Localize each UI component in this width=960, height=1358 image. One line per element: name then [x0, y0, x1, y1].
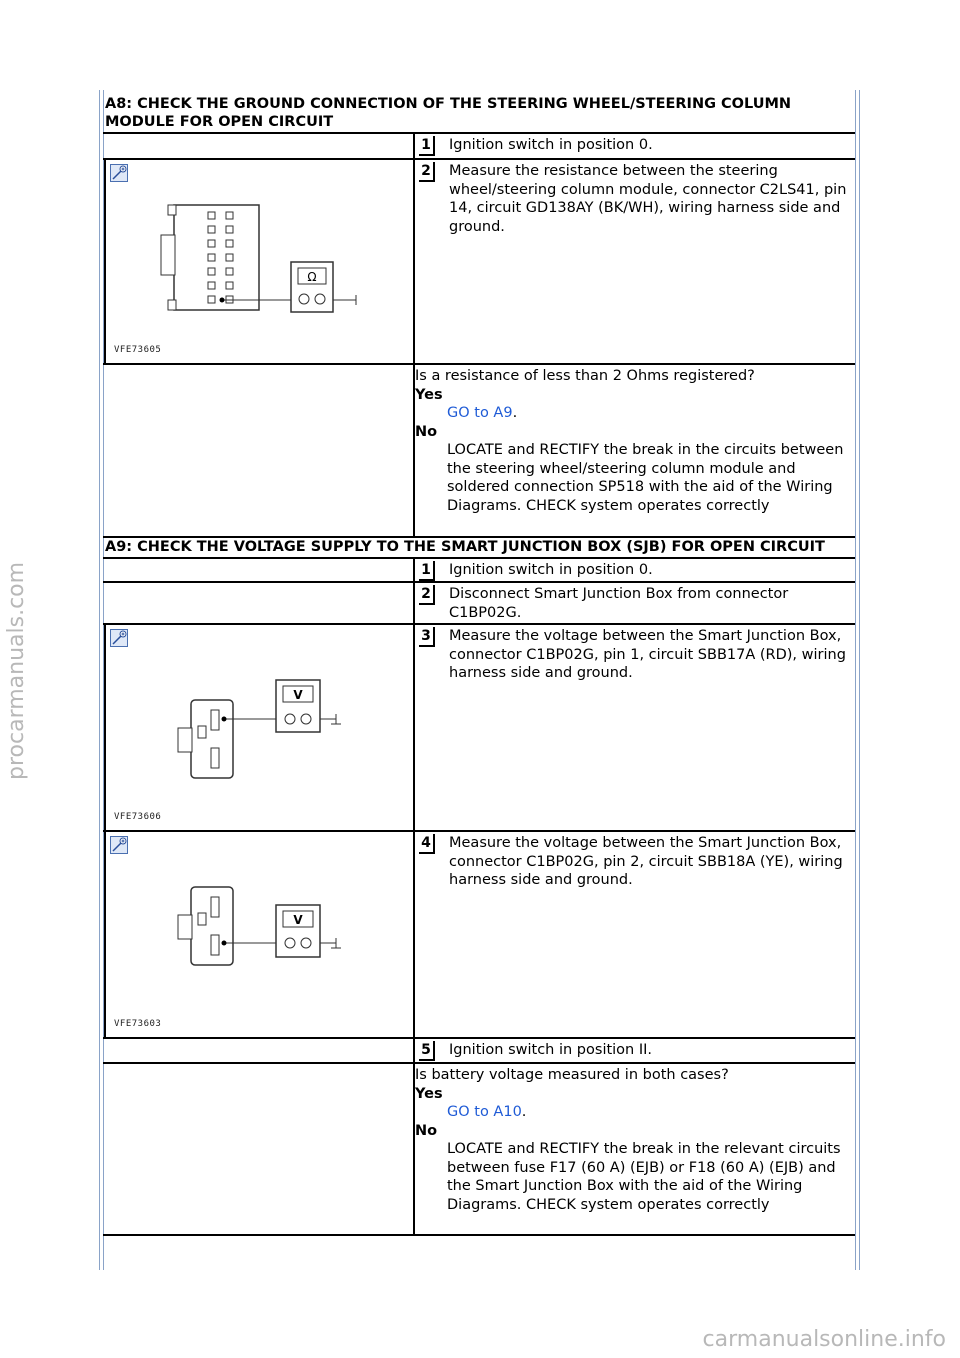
- step-row: [103, 160, 855, 365]
- meter-symbol: Ω: [307, 270, 317, 284]
- result-row: [103, 365, 855, 538]
- empty-cell: [103, 1039, 415, 1062]
- go-to-a9-link[interactable]: GO to A9: [447, 405, 513, 421]
- section-heading-a8: A8: CHECK THE GROUND CONNECTION OF THE STEERING WHEEL/STEERING COLUMN MODULE FOR OPEN CIRCUIT: [103, 95, 855, 134]
- connector-diagram: [166, 877, 366, 997]
- no-action: LOCATE and RECTIFY the break in the relevant circuits between fuse F17 (60 A) (EJB) or F18 (60 A) (EJB) and the Smart Junction Box with the aid of the Wiring Diagrams. CHECK system operates correctly: [447, 1141, 841, 1213]
- yes-label: Yes: [415, 1085, 443, 1102]
- step-text: Ignition switch in position 0.: [449, 562, 653, 578]
- figure-label: VFE73606: [114, 812, 162, 822]
- zoom-icon[interactable]: [110, 164, 128, 182]
- step-row: [103, 625, 855, 832]
- step: [415, 134, 855, 159]
- frame-line-left-outer: [99, 90, 100, 1270]
- go-to-a10-link[interactable]: GO to A10: [447, 1104, 522, 1120]
- yes-label: Yes: [415, 386, 443, 403]
- zoom-icon[interactable]: [110, 629, 128, 647]
- step-row: [103, 134, 855, 160]
- empty-cell: [103, 559, 415, 581]
- step-cell: [415, 559, 855, 581]
- step: [415, 1039, 855, 1064]
- step: [415, 625, 855, 686]
- no-action: LOCATE and RECTIFY the break in the circuits between the steering wheel/steering column module and soldered connection SP518 with the aid of the Wiring Diagrams. CHECK system operates correctly: [447, 442, 844, 514]
- meter-symbol: V: [293, 913, 303, 927]
- result-row: [103, 1064, 855, 1236]
- step: [415, 160, 855, 239]
- step: [415, 559, 855, 584]
- step-text: Measure the voltage between the Smart Junction Box, connector C1BP02G, pin 2, circuit SBB18A (YE), wiring harness side and ground.: [449, 835, 843, 888]
- figure-cell: [104, 832, 415, 1037]
- step-cell: [415, 625, 855, 830]
- result-block: [415, 1064, 855, 1217]
- step-text: Ignition switch in position 0.: [449, 137, 653, 153]
- step-cell: [415, 832, 855, 1037]
- question-text: Is battery voltage measured in both cases?: [415, 1067, 729, 1083]
- yes-action: GO to A10.: [447, 1104, 527, 1120]
- question-text: Is a resistance of less than 2 Ohms registered?: [415, 368, 755, 384]
- empty-cell: [103, 365, 415, 536]
- result-cell: [415, 365, 855, 536]
- step-text: Measure the voltage between the Smart Junction Box, connector C1BP02G, pin 1, circuit SBB17A (RD), wiring harness side and ground.: [449, 628, 846, 681]
- result-block: [415, 365, 855, 518]
- result-cell: [415, 1064, 855, 1234]
- figure-cell: [104, 625, 415, 830]
- figure-cell: [104, 160, 415, 363]
- step-text: Measure the resistance between the steering wheel/steering column module, connector C2LS41, pin 14, circuit GD138AY (BK/WH), wiring harness side and ground.: [449, 163, 847, 235]
- step-cell: [415, 583, 855, 623]
- step-row: [103, 832, 855, 1039]
- step: [415, 832, 855, 893]
- watermark-bottom: carmanualsonline.info: [702, 1327, 946, 1352]
- yes-action: GO to A9.: [447, 405, 518, 421]
- step-row: [103, 1039, 855, 1064]
- meter-symbol: V: [293, 688, 303, 702]
- step-number: 3: [419, 627, 435, 647]
- section-heading-a9: A9: CHECK THE VOLTAGE SUPPLY TO THE SMART JUNCTION BOX (SJB) FOR OPEN CIRCUIT: [103, 538, 855, 559]
- step-number: 1: [419, 136, 435, 156]
- frame-line-right-outer: [859, 90, 860, 1270]
- watermark-side: procarmanuals.com: [4, 561, 29, 780]
- figure-label: VFE73603: [114, 1019, 162, 1029]
- step-row: [103, 583, 855, 625]
- figure-label: VFE73605: [114, 345, 162, 355]
- step-number: 1: [419, 561, 435, 581]
- step-number: 2: [419, 162, 435, 182]
- step-number: 4: [419, 834, 435, 854]
- document: [103, 95, 855, 1236]
- step-cell: [415, 134, 855, 158]
- step: [415, 583, 855, 625]
- empty-cell: [103, 583, 415, 623]
- frame-line-right-inner: [855, 90, 856, 1270]
- step-cell: [415, 160, 855, 363]
- no-label: No: [415, 423, 438, 440]
- step-cell: [415, 1039, 855, 1062]
- step-text: Disconnect Smart Junction Box from connector C1BP02G.: [449, 586, 789, 621]
- empty-cell: [103, 1064, 415, 1234]
- connector-diagram: [166, 670, 366, 790]
- empty-cell: [103, 134, 415, 158]
- no-label: No: [415, 1122, 438, 1139]
- zoom-icon[interactable]: [110, 836, 128, 854]
- step-text: Ignition switch in position II.: [449, 1042, 653, 1058]
- step-number: 2: [419, 585, 435, 605]
- step-number: 5: [419, 1041, 435, 1061]
- connector-diagram: [146, 190, 376, 330]
- step-row: [103, 559, 855, 583]
